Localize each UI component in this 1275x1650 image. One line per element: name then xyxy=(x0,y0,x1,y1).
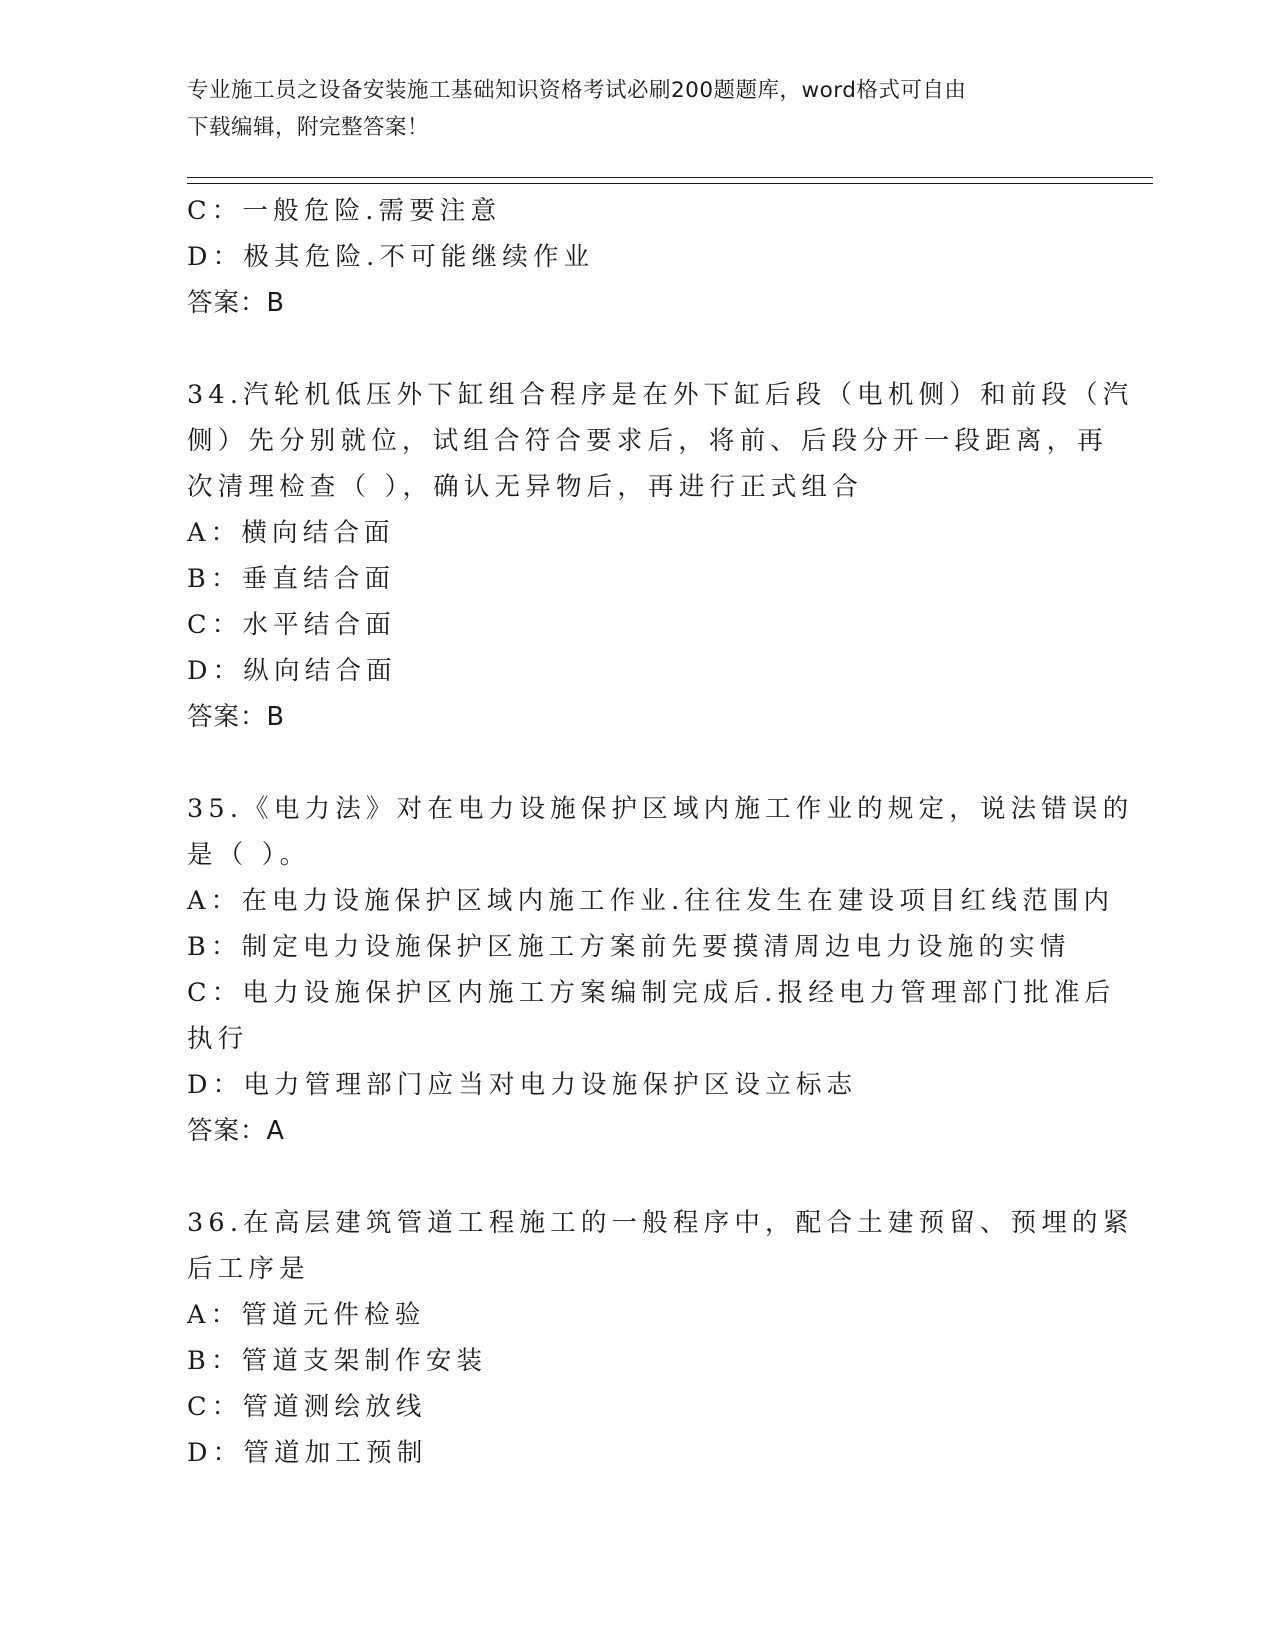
spacer xyxy=(187,740,1087,786)
option-c: C：一般危险.需要注意 xyxy=(187,196,502,226)
question-stem: 侧）先分别就位，试组合符合要求后，将前、后段分开一段距离，再 xyxy=(187,426,1109,456)
header-rule-top xyxy=(187,177,1153,178)
option-b: B：垂直结合面 xyxy=(187,564,396,594)
header-line-2: 下载编辑，附完整答案！ xyxy=(187,115,430,140)
question-stem: 是（ ）。 xyxy=(187,840,311,870)
option-d: D：极其危险.不可能继续作业 xyxy=(187,242,595,272)
header-rule-bottom xyxy=(187,183,1153,184)
option-b: B：制定电力设施保护区施工方案前先要摸清周边电力设施的实情 xyxy=(187,932,1071,962)
spacer xyxy=(187,326,1087,372)
question-stem: 34.汽轮机低压外下缸组合程序是在外下缸后段（电机侧）和前段（汽 xyxy=(187,380,1134,410)
question-36 xyxy=(187,1200,1134,1476)
option-a: A：横向结合面 xyxy=(187,518,395,548)
option-c: C：电力设施保护区内施工方案编制完成后.报经电力管理部门批准后 xyxy=(187,978,1116,1008)
option-d: D：纵向结合面 xyxy=(187,656,397,686)
question-stem: 次清理检查（ ），确认无异物后，再进行正式组合 xyxy=(187,472,863,502)
option-d: D：电力管理部门应当对电力设施保护区设立标志 xyxy=(187,1070,858,1100)
option-a: A：管道元件检验 xyxy=(187,1300,426,1330)
answer: 答案：B xyxy=(187,288,285,318)
question-35 xyxy=(187,786,1134,1154)
option-b: B：管道支架制作安装 xyxy=(187,1346,488,1376)
document-header xyxy=(187,72,1067,146)
option-c: C：管道测绘放线 xyxy=(187,1392,427,1422)
question-stem: 36.在高层建筑管道工程施工的一般程序中，配合土建预留、预埋的紧 xyxy=(187,1208,1134,1238)
header-line-1: 专业施工员之设备安装施工基础知识资格考试必刷200题题库，word格式可自由 xyxy=(187,78,967,103)
option-c-continued: 执行 xyxy=(187,1024,249,1054)
question-33-tail xyxy=(187,188,1087,326)
answer: 答案：B xyxy=(187,702,285,732)
answer: 答案：A xyxy=(187,1116,285,1146)
document-body xyxy=(187,188,1134,1476)
question-stem: 后工序是 xyxy=(187,1254,310,1284)
option-c: C：水平结合面 xyxy=(187,610,396,640)
option-a: A：在电力设施保护区域内施工作业.往往发生在建设项目红线范围内 xyxy=(187,886,1115,916)
question-34 xyxy=(187,372,1134,740)
option-d: D：管道加工预制 xyxy=(187,1438,428,1468)
spacer xyxy=(187,1154,1087,1200)
question-stem: 35.《电力法》对在电力设施保护区域内施工作业的规定，说法错误的 xyxy=(187,794,1134,824)
